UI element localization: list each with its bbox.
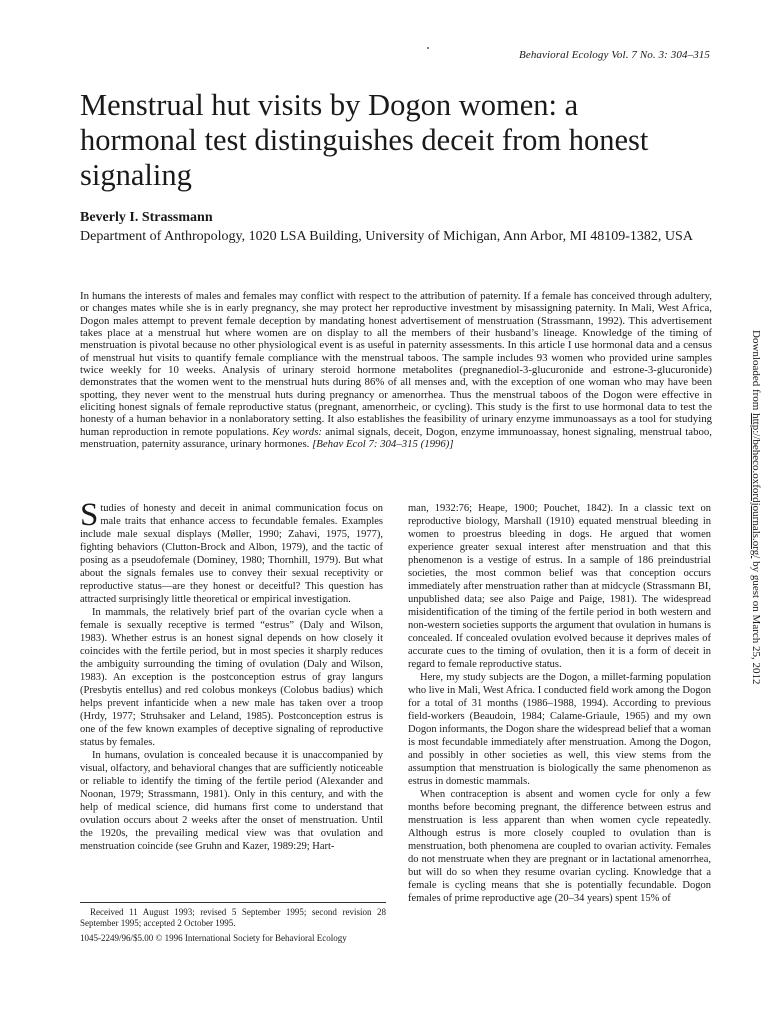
keywords-list: animal signals, deceit, Dogon, enzyme immunoassay, honest signaling, menstrual taboo, menstruation, paternity assurance, urinary hormones. [80,425,712,451]
body-paragraph: When contraception is absent and women cycle for only a few months before becoming pregnant, the difference between estrus and menstruation is less apparent than when women cycle repeatedly. Although estrus is more closely coupled to ovulation than is menstruation, both phenomena are coupled to ovarian activity. Females do not menstruate when they are pregnant or in lactational amenorrhea, but will do so when they resume ovarian cycling. Knowledge that a female is cycling means that she is potentially fecundable. Dogon females of prime reproductive age (20–34 years) spent 15% of [408,789,711,904]
body-column-left [80,497,383,853]
author-name: Beverly I. Strassmann [80,210,213,225]
abstract [80,290,712,450]
body-paragraph: Here, my study subjects are the Dogon, a millet-farming population who live in Mali, West Africa. I conducted field work among the Dogon for a total of 31 months (1986–1988, 1994). According to previous field-workers (Beaudoin, 1984; Calame-Griaule, 1965) and my own Dogon informants, the Dogon share the widespread belief that a woman is most fecundable immediately after menstruation. Among the Dogon, and possibly in other societies as well, this view stems from the assumption that menstruation is biologically the same phenomenon as estrus in domestic mammals. [408,672,711,787]
body-paragraph [80,497,383,606]
watermark-suffix: by guest on March 25, 2012 [750,558,762,685]
download-watermark [750,330,762,685]
journal-reference: Behavioral Ecology Vol. 7 No. 3: 304–315 [519,49,710,61]
body-paragraph: In mammals, the relatively brief part of the ovarian cycle when a female is sexually receptive is termed “estrus” (Daly and Wilson, 1983). Whether estrus is an honest signal depends on how closely it coincides with the fertile period, but in most species it sharply reduces the ambiguity surrounding the timing of ovulation (Daly and Wilson, 1983). An exception is the postconception estrus of gray langurs (Presbytis entellus) and red colobus monkeys (Colobus badius) which helps prevent infanticide when a new male has taken over a troop (Hrdy, 1977; Struhsaker and Leland, 1985). Postconception estrus is one of the few known examples of deceptive signaling of reproductive status by females. [80,607,383,748]
body-paragraph: man, 1932:76; Heape, 1900; Pouchet, 1842). In a classic text on reproductive biology, Marshall (1910) equated menstrual bleeding in women to proestrus bleeding in dogs. He argued that women experience greater sexual interest after menstruation and that this phenomenon is a vestige of estrus. In a sample of 186 preindustrial societies, the most common belief was that conception occurs immediately after menstruation rather than at midcycle (Strassmann BI, unpublished data; see also Paige and Paige, 1981). The widespread misidentification of the timing of the fertile period in both western and non-western societies supports the argument that ovulation in humans is concealed. If concealed ovulation evolved because it deprives males of accurate cues to the timing of ovulation, then it is a form of deceit in regard to female reproductive status. [408,503,711,670]
body-column-right [408,502,711,905]
abstract-body: In humans the interests of males and females may conflict with respect to the attribution of paternity. If a female has conceived through adultery, or changes mates while she is in early pregnancy, she may protect her reproductive investment by misassigning paternity. In Mali, West Africa, Dogon males attempt to prevent female deception by mandating honest advertisement of menstruation (Strassmann, 1992). This advertisement takes place at a menstrual hut where women are on display to all the members of their husband’s lineage. Knowledge of the timing of menstruation is pivotal because no other physiological event is as useful in paternity assessments. In this article I use hormonal data and a census of menstrual hut visits to quantify female compliance with the menstrual taboos. The sample includes 93 women who provided urine samples twice weekly for 10 weeks. Analysis of urinary steroid hormone metabolites (pregnanediol-3-glucuronide and estrone-3-glucuronide) demonstrates that the women went to the menstrual huts during 86% of all menses and, with the exception of one woman who may have been spotting, they never went to the menstrual huts during pregnancy or amenorrhea. Thus the menstrual taboos of the Dogon were effective in eliciting honest signals of female reproductive status (pregnant, amenorrheic, or cycling). This study is the first to use hormonal data to test the honesty of a human behavior in a nonlaboratory setting. It also establishes the feasibility of urinary enzyme immunoassays as a tool for studying human reproduction in remote populations. [80,290,712,438]
drop-cap: S [80,497,99,533]
article-title: Menstrual hut visits by Dogon women: a hormonal test distinguishes deceit from honest signaling [80,88,649,192]
paragraph-text: tudies of honesty and deceit in animal communication focus on male traits that enhance access to fecundable females. Examples include male sexual displays (Møller, 1990; Zahavi, 1975, 1977), fighting behaviors (Clutton-Brock and Albon, 1979), and the tactic of posing as a pseudofemale (Dominey, 1980; Thornhill, 1979). But what about the signals females use to convey their sexual receptivity or reproductive status—are they honest or deceitful? This question has attracted surprisingly little theoretical or empirical investigation. [80,503,383,605]
copyright-line: 1045-2249/96/$5.00 © 1996 International Society for Behavioral Ecology [80,933,347,943]
footnotes [80,902,386,944]
abstract-citation: [Behav Ecol 7: 304–315 (1996)] [312,438,454,451]
received-dates: Received 11 August 1993; revised 5 September 1995; second revision 28 September 1995; accepted 2 October 1995. [80,907,386,928]
keywords-label: Key words: [272,425,322,438]
watermark-link[interactable]: http://beheco.oxfordjournals.org/ [750,413,762,559]
footnote-divider [80,902,386,903]
watermark-prefix: Downloaded from [750,330,762,414]
body-paragraph: In humans, ovulation is concealed because it is unaccompanied by visual, olfactory, and behavioral changes that are sufficiently noticeable or reliable to identify the timing of the fertile period (Alexander and Noonan, 1979; Strassmann, 1981). Only in this century, and with the help of medical science, did humans first come to understand that ovulation occurs about 2 weeks after the onset of menstruation. Until the 1920s, the prevailing medical view was that ovulation and menstruation coincide (see Gruhn and Kazer, 1989:29; Hart- [80,750,383,852]
scan-speck [427,47,429,49]
author-affiliation: Department of Anthropology, 1020 LSA Building, University of Michigan, Ann Arbor, MI 48109-1382, USA [80,229,693,244]
